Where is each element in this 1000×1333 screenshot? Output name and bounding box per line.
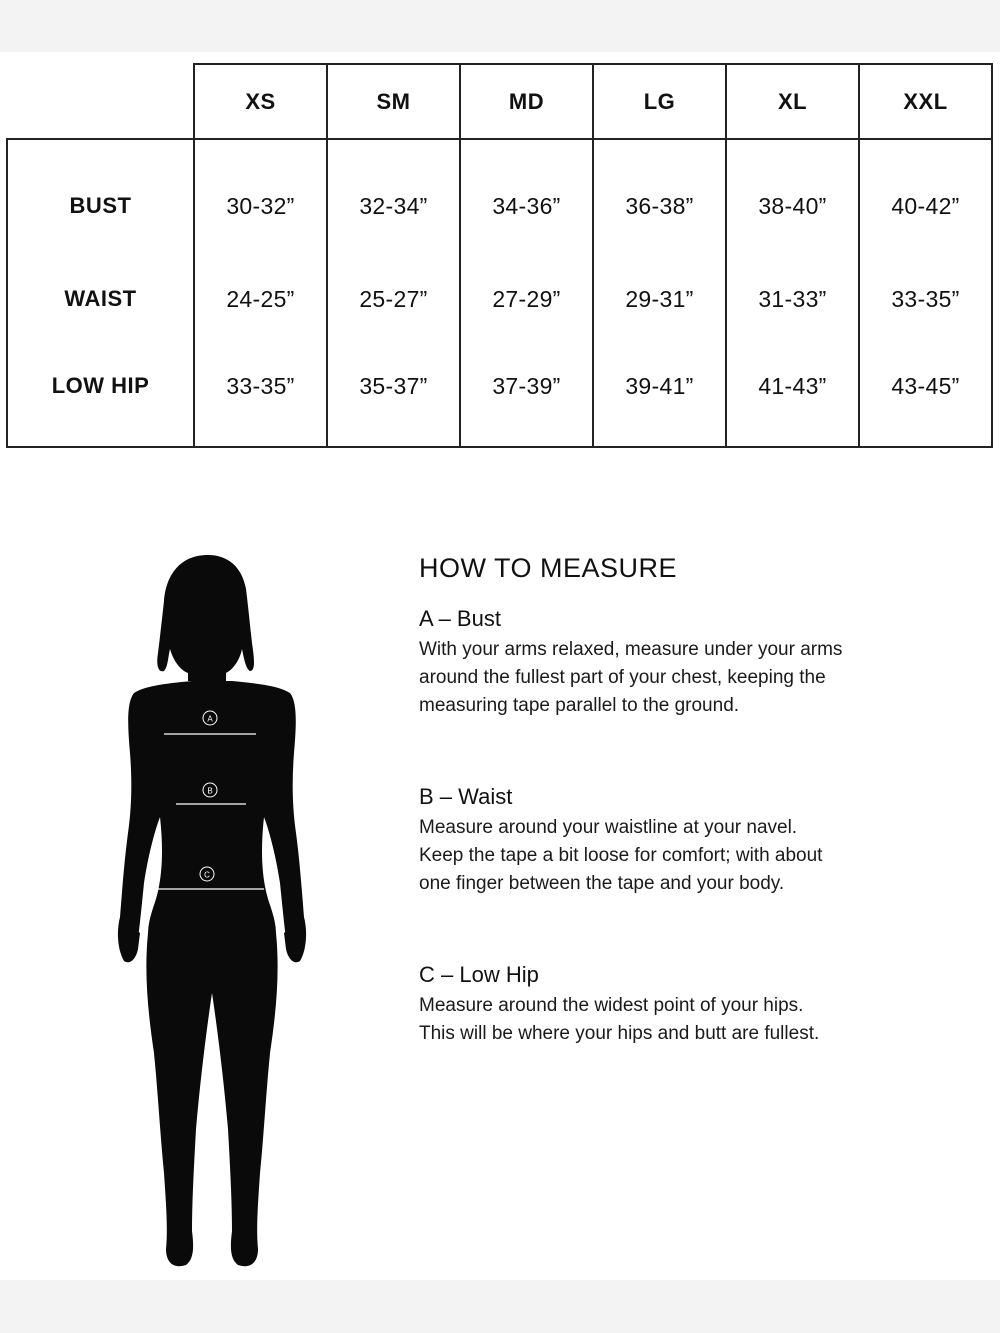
step-bust-line: around the fullest part of your chest, keeping the xyxy=(419,667,826,688)
size-header-sm: SM xyxy=(327,64,460,139)
marker-c-label: C xyxy=(204,870,210,880)
step-waist-heading: B – Waist xyxy=(419,784,513,809)
low-hip-xs: 33-35” xyxy=(194,336,327,447)
step-bust-text xyxy=(419,636,919,720)
step-low-hip-line: This will be where your hips and butt are fullest. xyxy=(419,1023,820,1044)
table-row-waist xyxy=(7,262,992,336)
row-label-bust: BUST xyxy=(7,139,194,262)
low-hip-sm: 35-37” xyxy=(327,336,460,447)
size-header-xl: XL xyxy=(726,64,859,139)
silhouette-body xyxy=(118,555,306,1266)
row-label-low-hip: LOW HIP xyxy=(7,336,194,447)
step-waist-line: Measure around your waistline at your navel. xyxy=(419,817,798,838)
step-bust-line: With your arms relaxed, measure under your arms xyxy=(419,639,843,660)
bust-xs: 30-32” xyxy=(194,139,327,262)
table-corner xyxy=(7,64,194,139)
bust-sm: 32-34” xyxy=(327,139,460,262)
waist-md: 27-29” xyxy=(460,262,593,336)
low-hip-xxl: 43-45” xyxy=(859,336,992,447)
waist-lg: 29-31” xyxy=(593,262,726,336)
step-bust xyxy=(419,606,919,720)
step-waist-line: one finger between the tape and your body. xyxy=(419,873,785,894)
step-waist xyxy=(419,784,919,898)
step-low-hip-text xyxy=(419,992,919,1048)
waist-xl: 31-33” xyxy=(726,262,859,336)
size-header-xs: XS xyxy=(194,64,327,139)
size-table xyxy=(6,63,993,448)
how-to-measure-section xyxy=(419,553,919,1112)
how-to-measure-title: HOW TO MEASURE xyxy=(419,553,678,583)
table-row-bust xyxy=(7,139,992,262)
table-row-low-hip xyxy=(7,336,992,447)
step-low-hip xyxy=(419,962,919,1048)
marker-b-label: B xyxy=(207,786,213,796)
size-header-lg: LG xyxy=(593,64,726,139)
waist-xs: 24-25” xyxy=(194,262,327,336)
size-header-md: MD xyxy=(460,64,593,139)
low-hip-md: 37-39” xyxy=(460,336,593,447)
body-silhouette-figure xyxy=(108,553,323,1273)
bust-xxl: 40-42” xyxy=(859,139,992,262)
step-waist-line: Keep the tape a bit loose for comfort; with about xyxy=(419,845,823,866)
bust-md: 34-36” xyxy=(460,139,593,262)
step-waist-text xyxy=(419,814,919,898)
marker-a-label: A xyxy=(207,714,213,724)
low-hip-lg: 39-41” xyxy=(593,336,726,447)
row-label-waist: WAIST xyxy=(7,262,194,336)
waist-sm: 25-27” xyxy=(327,262,460,336)
step-low-hip-heading: C – Low Hip xyxy=(419,962,539,987)
step-bust-line: measuring tape parallel to the ground. xyxy=(419,695,740,716)
waist-xxl: 33-35” xyxy=(859,262,992,336)
low-hip-xl: 41-43” xyxy=(726,336,859,447)
step-bust-heading: A – Bust xyxy=(419,606,501,631)
size-header-xxl: XXL xyxy=(859,64,992,139)
step-low-hip-line: Measure around the widest point of your hips. xyxy=(419,995,804,1016)
bust-xl: 38-40” xyxy=(726,139,859,262)
bust-lg: 36-38” xyxy=(593,139,726,262)
